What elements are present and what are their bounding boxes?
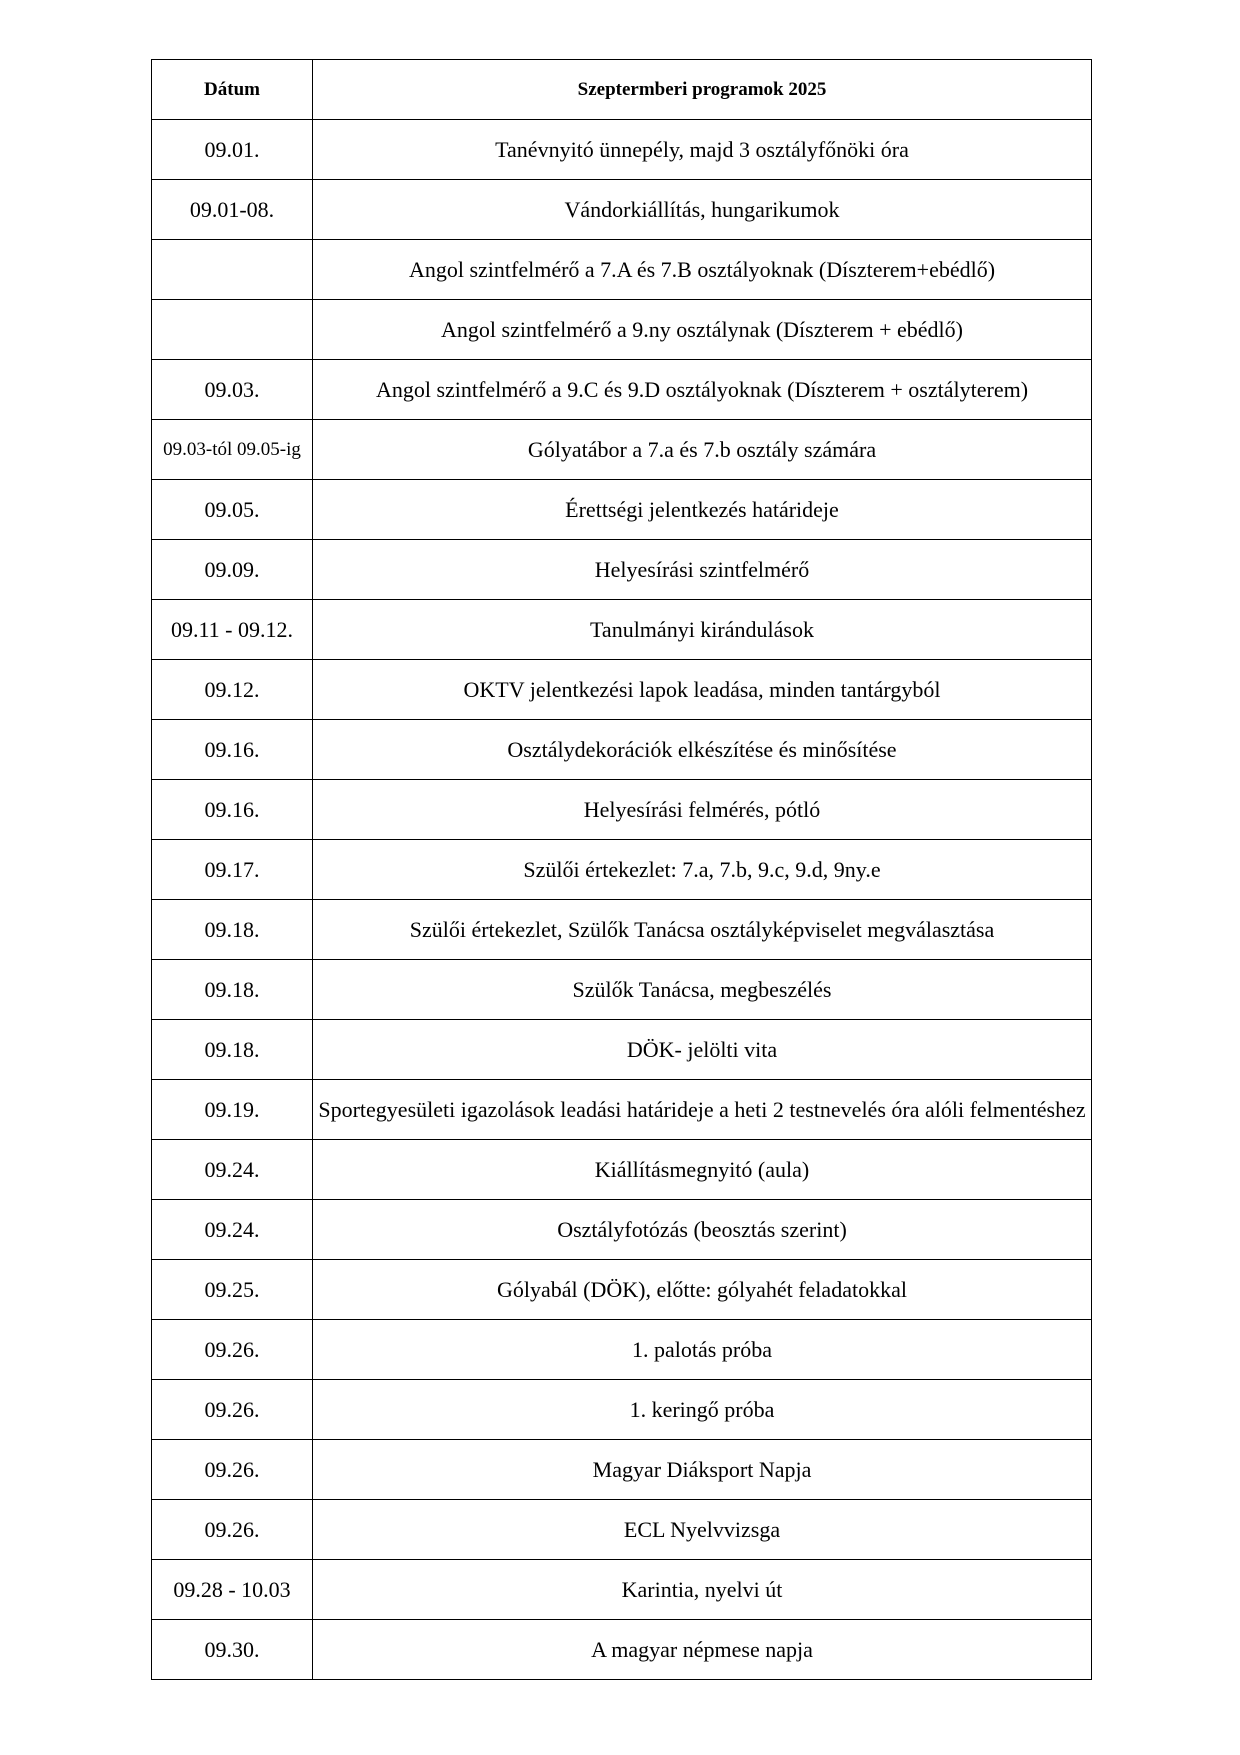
program-cell: A magyar népmese napja [313, 1620, 1092, 1680]
program-cell: Szülők Tanácsa, megbeszélés [313, 960, 1092, 1020]
program-cell: Szülői értekezlet, Szülők Tanácsa osztályképviselet megválasztása [313, 900, 1092, 960]
date-cell: 09.24. [152, 1200, 313, 1260]
date-cell: 09.26. [152, 1500, 313, 1560]
program-cell: Gólyatábor a 7.a és 7.b osztály számára [313, 420, 1092, 480]
date-cell: 09.19. [152, 1080, 313, 1140]
program-column-header: Szeptermberi programok 2025 [313, 60, 1092, 120]
table-row [152, 1500, 1092, 1560]
date-cell: 09.03-tól 09.05-ig [152, 420, 313, 480]
program-cell: Helyesírási szintfelmérő [313, 540, 1092, 600]
date-cell: 09.30. [152, 1620, 313, 1680]
schedule-table [151, 59, 1092, 1680]
table-row [152, 1380, 1092, 1440]
date-cell: 09.26. [152, 1380, 313, 1440]
date-cell: 09.16. [152, 780, 313, 840]
date-cell: 09.18. [152, 960, 313, 1020]
date-cell: 09.18. [152, 900, 313, 960]
table-row [152, 900, 1092, 960]
table-row [152, 840, 1092, 900]
date-column-header: Dátum [152, 60, 313, 120]
table-row [152, 1140, 1092, 1200]
table-row [152, 1560, 1092, 1620]
program-cell: Osztályfotózás (beosztás szerint) [313, 1200, 1092, 1260]
date-cell: 09.12. [152, 660, 313, 720]
program-cell: DÖK- jelölti vita [313, 1020, 1092, 1080]
table-row [152, 780, 1092, 840]
table-row [152, 660, 1092, 720]
program-cell: Vándorkiállítás, hungarikumok [313, 180, 1092, 240]
program-cell: Angol szintfelmérő a 9.C és 9.D osztályoknak (Díszterem + osztályterem) [313, 360, 1092, 420]
date-cell [152, 300, 313, 360]
table-row [152, 1620, 1092, 1680]
program-cell: Helyesírási felmérés, pótló [313, 780, 1092, 840]
date-cell: 09.01-08. [152, 180, 313, 240]
program-cell: Sportegyesületi igazolások leadási határideje a heti 2 testnevelés óra alóli felmentéshez [313, 1080, 1092, 1140]
table-row [152, 240, 1092, 300]
date-cell: 09.26. [152, 1440, 313, 1500]
table-row [152, 300, 1092, 360]
program-cell: Karintia, nyelvi út [313, 1560, 1092, 1620]
date-cell: 09.09. [152, 540, 313, 600]
header-row [152, 60, 1092, 120]
program-cell: 1. palotás próba [313, 1320, 1092, 1380]
program-cell: Osztálydekorációk elkészítése és minősítése [313, 720, 1092, 780]
program-cell: Érettségi jelentkezés határideje [313, 480, 1092, 540]
table-row [152, 1320, 1092, 1380]
date-cell: 09.03. [152, 360, 313, 420]
program-cell: Kiállításmegnyitó (aula) [313, 1140, 1092, 1200]
date-cell [152, 240, 313, 300]
date-cell: 09.28 - 10.03 [152, 1560, 313, 1620]
table-row [152, 1200, 1092, 1260]
date-cell: 09.05. [152, 480, 313, 540]
date-cell: 09.11 - 09.12. [152, 600, 313, 660]
table-row [152, 480, 1092, 540]
table-row [152, 1440, 1092, 1500]
table-row [152, 1260, 1092, 1320]
date-cell: 09.01. [152, 120, 313, 180]
date-cell: 09.18. [152, 1020, 313, 1080]
program-cell: Tanévnyitó ünnepély, majd 3 osztályfőnöki óra [313, 120, 1092, 180]
date-cell: 09.16. [152, 720, 313, 780]
program-cell: Szülői értekezlet: 7.a, 7.b, 9.c, 9.d, 9ny.e [313, 840, 1092, 900]
table-row [152, 540, 1092, 600]
table-row [152, 600, 1092, 660]
program-cell: Angol szintfelmérő a 7.A és 7.B osztályoknak (Díszterem+ebédlő) [313, 240, 1092, 300]
program-cell: Gólyabál (DÖK), előtte: gólyahét feladatokkal [313, 1260, 1092, 1320]
table-row [152, 960, 1092, 1020]
table-row [152, 420, 1092, 480]
program-cell: OKTV jelentkezési lapok leadása, minden tantárgyból [313, 660, 1092, 720]
program-cell: ECL Nyelvvizsga [313, 1500, 1092, 1560]
program-cell: 1. keringő próba [313, 1380, 1092, 1440]
table-row [152, 360, 1092, 420]
program-cell: Angol szintfelmérő a 9.ny osztálynak (Díszterem + ebédlő) [313, 300, 1092, 360]
program-cell: Magyar Diáksport Napja [313, 1440, 1092, 1500]
program-cell: Tanulmányi kirándulások [313, 600, 1092, 660]
table-row [152, 720, 1092, 780]
date-cell: 09.26. [152, 1320, 313, 1380]
table-row [152, 180, 1092, 240]
table-row [152, 1080, 1092, 1140]
table-row [152, 1020, 1092, 1080]
date-cell: 09.25. [152, 1260, 313, 1320]
table-row [152, 120, 1092, 180]
date-cell: 09.24. [152, 1140, 313, 1200]
date-cell: 09.17. [152, 840, 313, 900]
